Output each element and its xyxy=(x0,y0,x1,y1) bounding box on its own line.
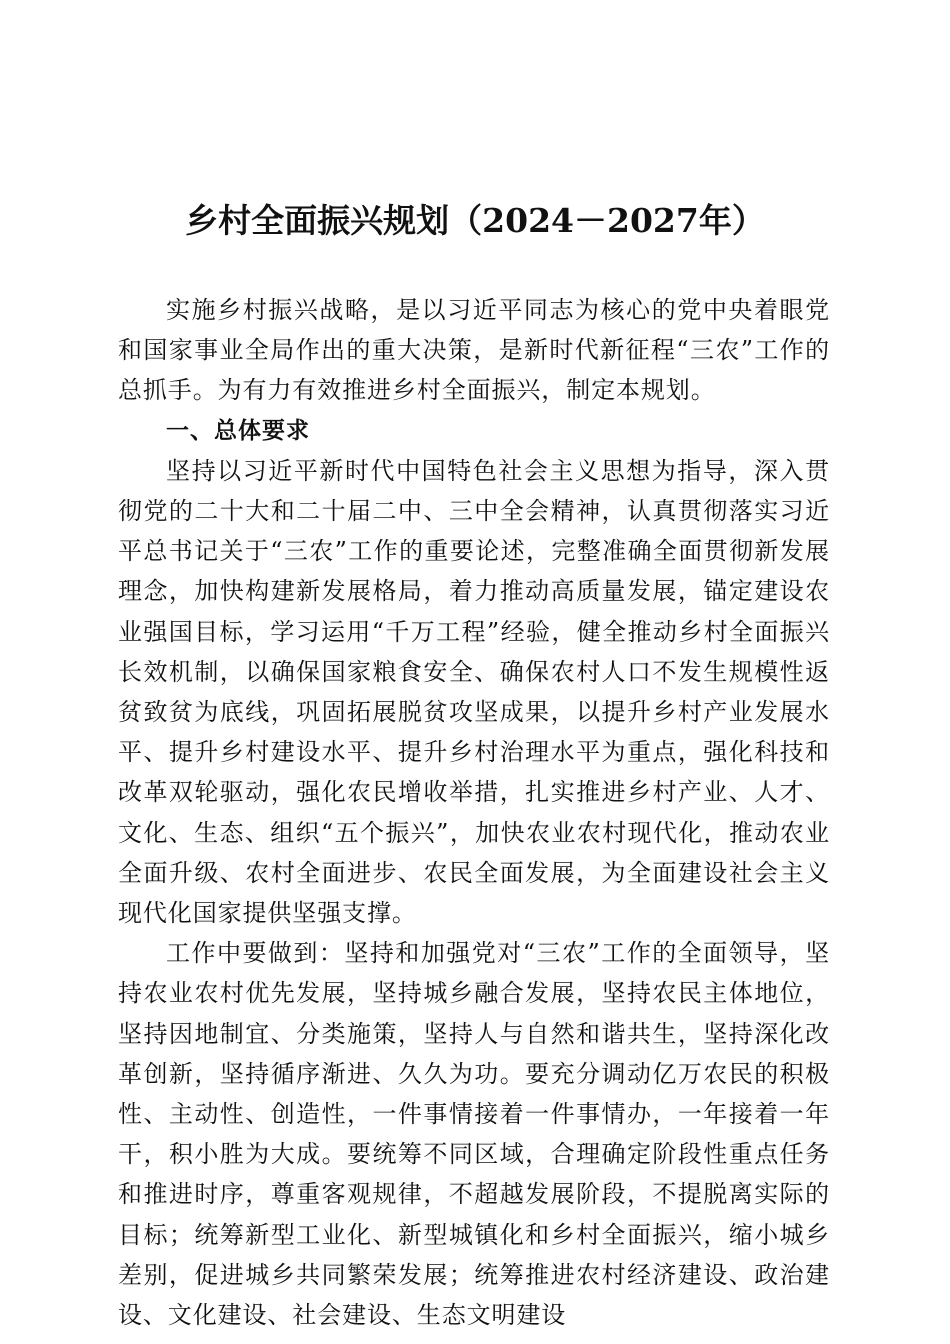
intro-paragraph: 实施乡村振兴战略，是以习近平同志为核心的党中央着眼党和国家事业全局作出的重大决策，是新时代新征程“三农”工作的总抓手。为有力有效推进乡村全面振兴，制定本规划。 xyxy=(118,296,830,405)
document-body xyxy=(118,290,830,1335)
body-paragraph: 工作中要做到：坚持和加强党对“三农”工作的全面领导，坚持农业农村优先发展，坚持城乡融合发展，坚持农民主体地位，坚持因地制宜、分类施策，坚持人与自然和谐共生，坚持深化改革创新，坚持循序渐进、久久为功。要充分调动亿万农民的积极性、主动性、创造性，一件事情接着一件事情办，一年接着一年干，积小胜为大成。要统筹不同区域，合理确定阶段性重点任务和推进时序，尊重客观规律，不超越发展阶段，不提脱离实际的目标；统筹新型工业化、新型城镇化和乡村全面振兴，缩小城乡差别，促进城乡共同繁荣发展；统筹推进农村经济建设、政治建设、文化建设、社会建设、生态文明建设 xyxy=(118,939,830,1330)
body-paragraph: 坚持以习近平新时代中国特色社会主义思想为指导，深入贯彻党的二十大和二十届二中、三中全会精神，认真贯彻落实习近平总书记关于“三农”工作的重要论述，完整准确全面贯彻新发展理念，加快构建新发展格局，着力推动高质量发展，锚定建设农业强国目标，学习运用“千万工程”经验，健全推动乡村全面振兴长效机制，以确保国家粮食安全、确保农村人口不发生规模性返贫致贫为底线，巩固拓展脱贫攻坚成果，以提升乡村产业发展水平、提升乡村建设水平、提升乡村治理水平为重点，强化科技和改革双轮驱动，强化农民增收举措，扎实推进乡村产业、人才、文化、生态、组织“五个振兴”，加快农业农村现代化，推动农业全面升级、农村全面进步、农民全面发展，为全面建设社会主义现代化国家提供坚强支撑。 xyxy=(118,456,830,928)
section-heading: 一、总体要求 xyxy=(166,417,310,444)
document-title: 乡村全面振兴规划（2024－2027年） xyxy=(185,201,765,240)
